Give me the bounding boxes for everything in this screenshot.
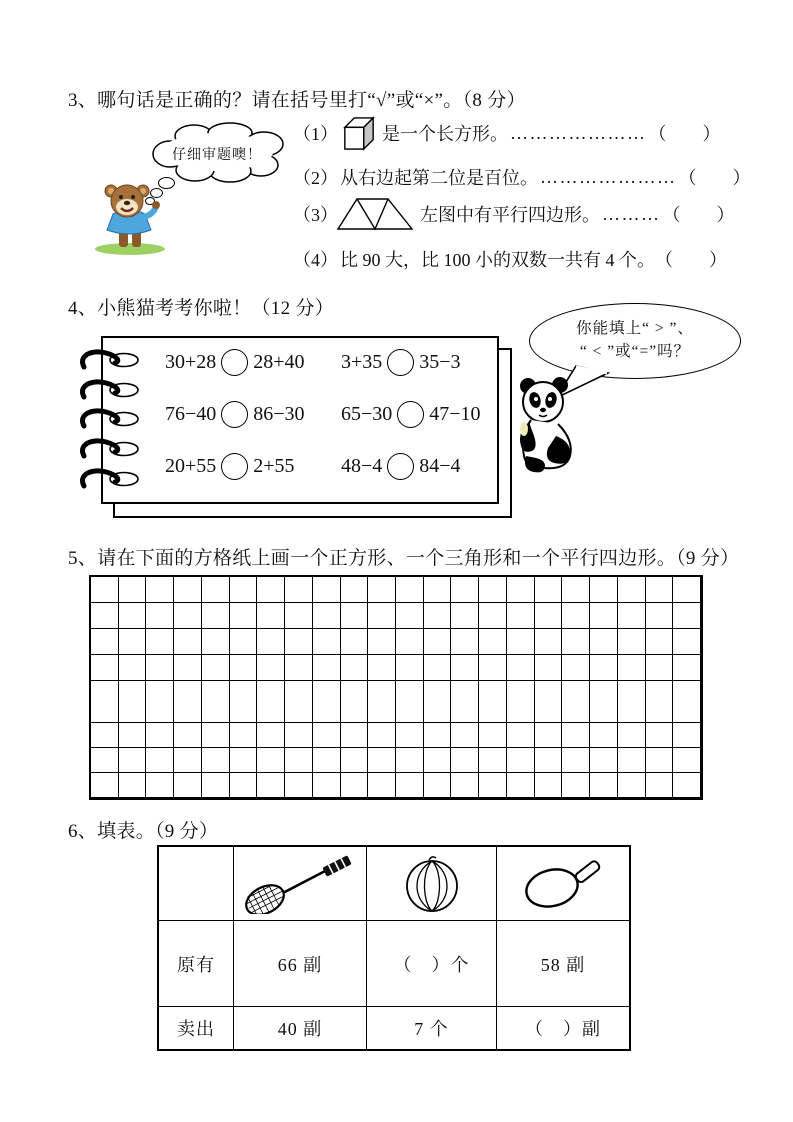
expression: 2+55 [253,454,295,477]
grid-cell [174,577,202,603]
grid-cell [396,748,424,773]
answer-circle [397,401,424,428]
grid-cell [146,681,174,723]
grid-cell [341,629,369,655]
dot-leader: ……… [602,203,661,224]
item-text: 是一个长方形。 [382,124,508,144]
grid-cell [174,603,202,629]
grid-cell [257,603,285,629]
grid-cell [257,748,285,773]
grid-cell [590,629,618,655]
grid-cell [341,748,369,773]
grid-cell [313,603,341,629]
grid-cell [673,723,701,748]
table-value: 7 个 [367,1007,497,1049]
grid-cell [535,723,563,748]
grid-cell [146,773,174,798]
panda-mascot [512,374,592,481]
grid-cell [368,655,396,681]
grid-cell [341,603,369,629]
grid-cell [202,773,230,798]
grid-cell [590,577,618,603]
grid-paper [89,575,703,800]
grid-cell [313,748,341,773]
grid-cell [285,629,313,655]
table-tennis-paddle-icon [497,847,629,921]
grid-cell [424,629,452,655]
grid-cell [646,629,674,655]
grid-cell [91,723,119,748]
grid-cell [119,748,147,773]
grid-cell [673,681,701,723]
grid-cell [535,629,563,655]
grid-cell [91,577,119,603]
grid-cell [285,681,313,723]
grid-cell [424,655,452,681]
comparison-exercises [103,338,497,502]
grid-cell [257,681,285,723]
grid-cell [202,577,230,603]
grid-cell [590,773,618,798]
grid-cell [202,681,230,723]
grid-cell [146,723,174,748]
grid-cell [91,748,119,773]
grid-cell [507,577,535,603]
grid-cell [646,577,674,603]
grid-cell [618,748,646,773]
grid-cell [618,655,646,681]
grid-cell [119,603,147,629]
grid-cell [590,655,618,681]
q4-header: 4、小熊猫考考你啦！（12 分） [68,298,335,319]
grid-cell [507,723,535,748]
grid-cell [146,577,174,603]
thought-bubble-text: 仔细审题噢！ [172,148,262,163]
grid-cell [91,681,119,723]
expression: 76−40 [165,402,217,425]
answer-bracket: （ ） [655,250,727,270]
panda-icon [512,374,592,476]
comparison-row [165,397,497,431]
grid-cell [562,773,590,798]
grid-cell [341,681,369,723]
row-label: 原有 [159,921,234,1007]
item-number: （1） [293,124,338,144]
grid-cell [119,681,147,723]
comparison-pair [165,453,341,480]
grid-cell [424,773,452,798]
grid-cell [146,629,174,655]
grid-cell [424,748,452,773]
grid-cell [618,603,646,629]
grid-cell [368,748,396,773]
grid-cell [174,748,202,773]
table-value: （ ）副 [525,1019,601,1039]
grid-cell [230,629,258,655]
comparison-row [165,449,497,483]
grid-cell [202,603,230,629]
grid-cell [451,629,479,655]
grid-cell [257,655,285,681]
grid-cell [341,723,369,748]
grid-cell [119,629,147,655]
grid-cell [257,773,285,798]
grid-cell [368,603,396,629]
grid-cell [646,748,674,773]
comparison-pair [341,453,461,480]
grid-cell [396,655,424,681]
expression: 35−3 [419,350,461,373]
grid-cell [313,773,341,798]
grid-cell [507,748,535,773]
item-text: 左图中有平行四边形。 [420,205,600,225]
grid-cell [396,773,424,798]
grid-cell [174,629,202,655]
speech-line-2: “ < ”或“=”吗？ [579,343,691,360]
q3-item-1 [293,112,721,154]
grid-cell [479,655,507,681]
grid-cell [535,655,563,681]
grid-cell [451,681,479,723]
grid-cell [313,723,341,748]
answer-circle [221,401,248,428]
answer-bracket: （ ） [678,168,751,188]
fill-in-table [157,845,631,1051]
grid-cell [673,748,701,773]
grid-cell [257,629,285,655]
grid-cell [146,603,174,629]
grid-cell [507,655,535,681]
grid-cell [424,723,452,748]
item-text: 比 90 大，比 100 小的双数一共有 4 个。 [340,250,655,270]
grid-cell [479,603,507,629]
table-value: 66 副 [234,921,367,1007]
grid-cell [341,655,369,681]
grid-cell [202,748,230,773]
comparison-pair [165,349,341,376]
item-text: 从右边起第二位是百位。 [340,168,538,188]
grid-cell [230,723,258,748]
grid-cell [673,577,701,603]
grid-cell [285,723,313,748]
dot-leader: ………………… [540,166,677,187]
comparison-pair [341,401,481,428]
grid-cell [562,629,590,655]
bear-mascot [90,180,182,261]
grid-cell [91,629,119,655]
answer-bracket: （ ） [648,124,721,144]
expression: 65−30 [341,402,393,425]
item-number: （3） [293,205,338,225]
grid-cell [618,681,646,723]
expression: 20+55 [165,454,217,477]
grid-cell [535,577,563,603]
grid-cell [313,655,341,681]
grid-cell [285,655,313,681]
grid-cell [535,748,563,773]
grid-cell [562,655,590,681]
grid-cell [673,629,701,655]
expression: 28+40 [253,350,305,373]
item-number: （4） [293,250,338,270]
grid-cell [479,748,507,773]
grid-cell [562,748,590,773]
grid-cell [535,681,563,723]
grid-cell [590,748,618,773]
bear-icon [90,180,182,256]
grid-cell [396,603,424,629]
grid-cell [119,723,147,748]
grid-cell [368,577,396,603]
grid-cell [479,577,507,603]
q5-header: 5、请在下面的方格纸上画一个正方形、一个三角形和一个平行四边形。（9 分） [68,548,740,569]
cube-icon [342,115,376,152]
grid-cell [618,629,646,655]
grid-cell [91,773,119,798]
comparison-pair [165,401,341,428]
grid-cell [174,723,202,748]
table-value: 58 副 [497,921,629,1007]
speech-line-1: 你能填上“ > ”、 [576,320,694,337]
item-number: （2） [293,168,338,188]
ball-icon [367,847,497,921]
grid-cell [174,773,202,798]
expression: 48−4 [341,454,383,477]
grid-cell [285,748,313,773]
grid-cell [590,723,618,748]
grid-cell [424,603,452,629]
grid-cell [313,629,341,655]
grid-cell [119,655,147,681]
grid-cell [507,629,535,655]
grid-cell [146,655,174,681]
q3-item-2 [293,164,751,190]
grid-cell [230,773,258,798]
expression: 3+35 [341,350,383,373]
grid-cell [507,681,535,723]
grid-cell [479,773,507,798]
grid-cell [646,773,674,798]
grid-cell [618,773,646,798]
comparison-row [165,345,497,379]
answer-circle [387,453,414,480]
q3-item-3 [293,196,735,232]
notebook [101,336,499,504]
grid-cell [313,681,341,723]
grid-cell [451,773,479,798]
grid-cell [590,603,618,629]
grid-cell [146,748,174,773]
expression: 30+28 [165,350,217,373]
grid-cell [174,655,202,681]
grid-cell [673,655,701,681]
grid-cell [119,773,147,798]
grid-cell [230,655,258,681]
grid-cell [646,603,674,629]
grid-cell [424,681,452,723]
grid-cell [368,773,396,798]
grid-cell [451,577,479,603]
grid-cell [535,773,563,798]
grid-cell [285,603,313,629]
grid-cell [562,577,590,603]
grid-cell [451,603,479,629]
q6-header: 6、填表。（9 分） [68,821,219,842]
grid-cell [562,603,590,629]
grid-cell [313,577,341,603]
grid-cell [451,748,479,773]
grid-cell [451,723,479,748]
grid-cell [119,577,147,603]
answer-bracket: （ ） [662,205,735,225]
grid-cell [396,577,424,603]
grid-cell [396,681,424,723]
grid-cell [424,577,452,603]
grid-cell [230,748,258,773]
grid-cell [396,629,424,655]
grid-cell [91,655,119,681]
expression: 84−4 [419,454,461,477]
grid-cell [341,773,369,798]
grid-cell [91,603,119,629]
grid-cell [479,629,507,655]
grid-cell [673,603,701,629]
grid-cell [230,577,258,603]
grid-cell [396,723,424,748]
grid-cell [535,603,563,629]
expression: 47−10 [429,402,481,425]
badminton-racket-icon [234,847,367,921]
dot-leader: ………………… [510,122,647,143]
grid-cell [618,577,646,603]
grid-cell [230,681,258,723]
grid-cell [646,723,674,748]
thought-bubble [142,122,292,184]
grid-cell [257,577,285,603]
grid-cell [285,773,313,798]
comparison-pair [341,349,461,376]
grid-cell [368,723,396,748]
answer-circle [221,349,248,376]
grid-cell [562,723,590,748]
table-corner-cell [159,847,234,921]
grid-cell [479,723,507,748]
q3-header: 3、哪句话是正确的？请在括号里打“√”或“×”。（8 分） [68,90,526,111]
table-value: （ ）个 [367,921,497,1007]
grid-cell [368,681,396,723]
grid-cell [618,723,646,748]
expression: 86−30 [253,402,305,425]
grid-cell [257,723,285,748]
grid-cell [202,629,230,655]
grid-cell [230,603,258,629]
grid-cell [646,681,674,723]
grid-cell [673,773,701,798]
grid-cell [479,681,507,723]
answer-circle [221,453,248,480]
grid-cell [451,655,479,681]
q3-item-4 [293,246,727,272]
grid-cell [507,773,535,798]
grid-cell [341,577,369,603]
grid-cell [368,629,396,655]
answer-circle [387,349,414,376]
table-value: 40 副 [234,1007,367,1049]
grid-cell [285,577,313,603]
grid-cell [562,681,590,723]
grid-cell [174,681,202,723]
grid-cell [202,723,230,748]
row-label: 卖出 [159,1007,234,1049]
trapezoid-icon [336,197,414,231]
grid-cell [507,603,535,629]
grid-cell [590,681,618,723]
grid-cell [646,655,674,681]
grid-cell [202,655,230,681]
